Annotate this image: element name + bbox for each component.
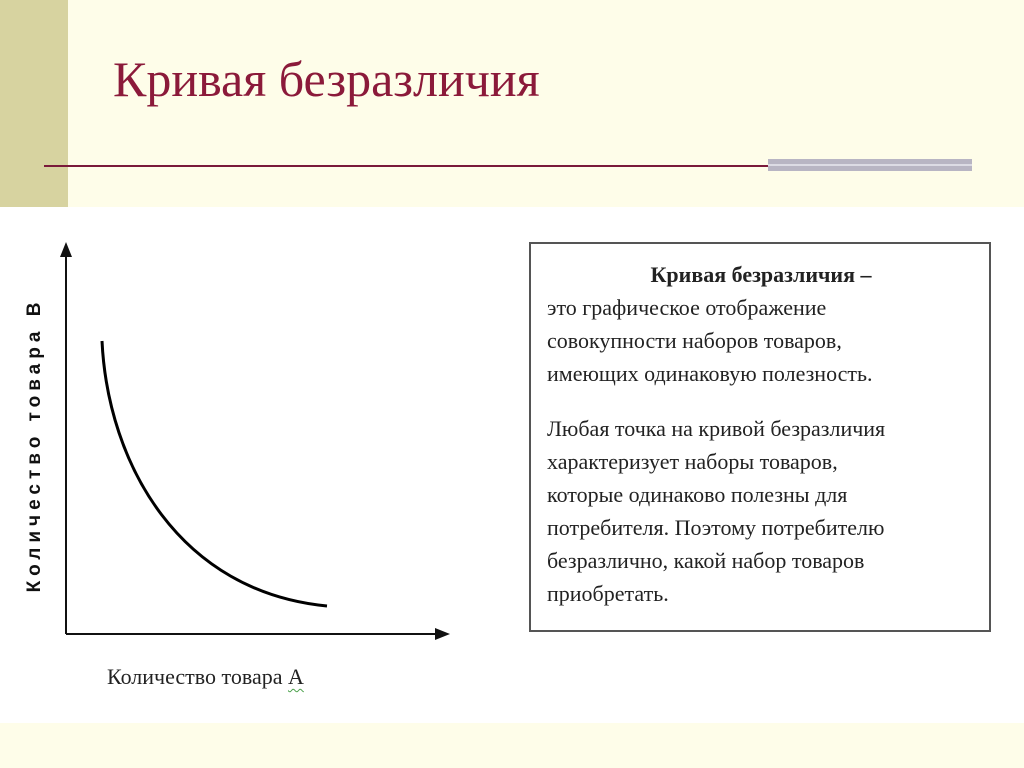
definition-line: безразлично, какой набор товаров — [547, 548, 865, 573]
definition-box — [529, 242, 991, 632]
definition-line: Любая точка на кривой безразличия — [547, 416, 886, 441]
y-axis-arrow — [60, 242, 72, 257]
definition-term: Кривая безразличия – — [650, 262, 872, 287]
x-axis-arrow — [435, 628, 450, 640]
definition-line: потребителя. Поэтому потребителю — [547, 515, 885, 540]
indifference-curve — [102, 341, 327, 606]
x-axis-label-text: Количество товара — [107, 664, 288, 689]
x-axis-label — [107, 664, 304, 690]
definition-line: совокупности наборов товаров, — [547, 328, 842, 353]
slide-title: Кривая безразличия — [113, 51, 540, 107]
definition-line: характеризует наборы товаров, — [547, 449, 838, 474]
definition-line: приобретать. — [547, 581, 669, 606]
paragraph-gap — [547, 390, 975, 412]
x-axis-label-letter: А — [287, 664, 304, 689]
definition-line: это графическое отображение — [547, 295, 827, 320]
y-axis-label: Количество товара В — [24, 297, 45, 593]
bottom-strip — [0, 723, 1024, 768]
definition-line: имеющих одинаковую полезность. — [547, 361, 873, 386]
definition-line: которые одинаково полезны для — [547, 482, 848, 507]
